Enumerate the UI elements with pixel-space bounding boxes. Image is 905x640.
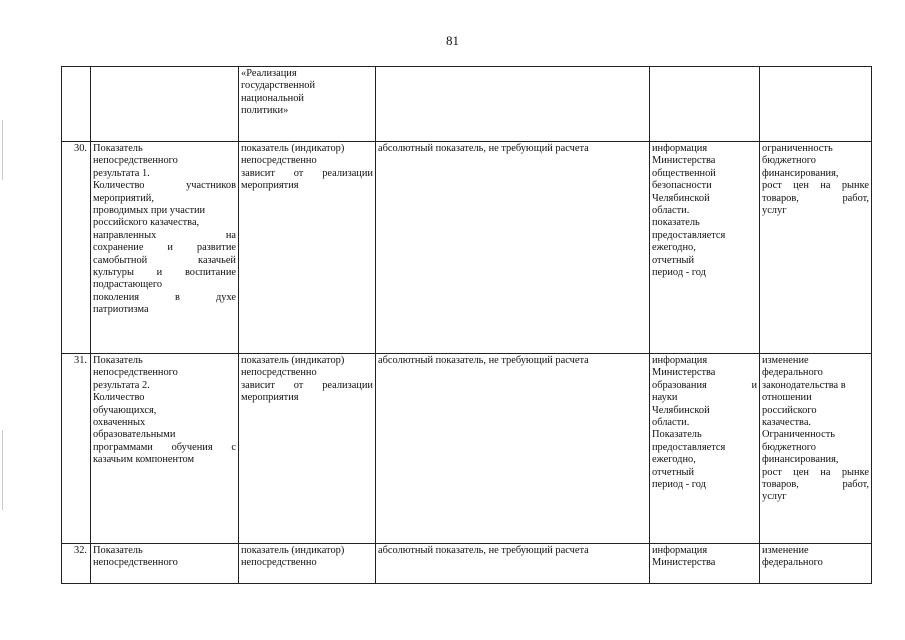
cell-text-line: культуры и воспитание <box>93 267 236 279</box>
source-cell <box>650 142 760 354</box>
cell-text-line: отчетный <box>652 466 695 478</box>
cell-text-line: абсолютный показатель, не требующий расчета <box>378 545 589 556</box>
type-cell <box>239 142 376 354</box>
table-row <box>62 67 872 142</box>
method-cell <box>376 354 650 544</box>
risks-cell <box>760 544 872 584</box>
indicators-table <box>61 66 872 584</box>
table-row <box>62 544 872 584</box>
cell-text-line: результата 1. <box>93 167 150 179</box>
cell-text-line: бюджетного <box>762 155 816 167</box>
name-cell <box>91 142 239 354</box>
cell-text-line: Министерства <box>652 367 716 379</box>
name-cell <box>91 544 239 584</box>
type-cell <box>239 67 376 142</box>
cell-text-line: мероприятий, <box>93 192 154 204</box>
risks-cell <box>760 142 872 354</box>
cell-text-line: патриотизма <box>93 304 149 316</box>
cell-text-line: непосредственного <box>93 557 178 569</box>
source-cell <box>650 67 760 142</box>
type-cell <box>239 544 376 584</box>
source-cell <box>650 354 760 544</box>
cell-text-line: казачьим компонентом <box>93 454 195 466</box>
cell-text-line: Количество участников <box>93 180 236 192</box>
cell-text-line: науки <box>652 392 678 404</box>
cell-text-line: поколения в духе <box>93 291 236 303</box>
cell-text-line: казачества. <box>762 417 812 429</box>
cell-text-line: зависит от реализации <box>241 167 373 179</box>
cell-text-line: ограниченность <box>762 143 833 154</box>
cell-text-line: информация <box>652 355 708 366</box>
cell-text-line: безопасности <box>652 180 712 192</box>
cell-text-line: Показатель <box>652 429 702 441</box>
cell-text-line: информация <box>652 545 708 556</box>
cell-text-line: общественной <box>652 167 716 179</box>
cell-text-line: национальной <box>241 92 304 104</box>
cell-text-line: предоставляется <box>652 229 726 241</box>
cell-text-line: обучающихся, <box>93 404 157 416</box>
cell-text-line: российского казачества, <box>93 217 200 229</box>
cell-text-line: непосредственного <box>93 367 178 379</box>
row-number-cell <box>62 67 91 142</box>
method-cell <box>376 67 650 142</box>
name-cell <box>91 67 239 142</box>
cell-text-line: показатель (индикатор) <box>241 545 345 556</box>
row-number-cell: 30. <box>62 142 91 354</box>
cell-text-line: Министерства <box>652 557 716 569</box>
cell-text-line: ежегодно, <box>652 242 696 254</box>
cell-text-line: изменение <box>762 545 809 556</box>
cell-text-line: зависит от реализации <box>241 379 373 391</box>
risks-cell <box>760 354 872 544</box>
cell-text-line: охваченных <box>93 417 146 429</box>
cell-text-line: области. <box>652 205 690 217</box>
source-cell <box>650 544 760 584</box>
cell-text-line: направленных на <box>93 229 236 241</box>
method-cell <box>376 544 650 584</box>
cell-text-line: финансирования, <box>762 454 839 466</box>
cell-text-line: непосредственно <box>241 155 317 167</box>
cell-text-line: бюджетного <box>762 441 816 453</box>
cell-text-line: результата 2. <box>93 379 150 391</box>
cell-text-line: услуг <box>762 205 787 217</box>
cell-text-line: «Реализация <box>241 68 297 79</box>
cell-text-line: Количество <box>93 392 145 404</box>
cell-text-line: товаров, работ, <box>762 192 869 204</box>
cell-text-line: отчетный <box>652 254 695 266</box>
row-number-cell: 31. <box>62 354 91 544</box>
cell-text-line: самобытной казачьей <box>93 254 236 266</box>
cell-text-line: законодательства в <box>762 379 846 391</box>
method-cell <box>376 142 650 354</box>
row-number-cell: 32. <box>62 544 91 584</box>
cell-text-line: изменение <box>762 355 809 366</box>
cell-text-line: непосредственно <box>241 557 317 569</box>
cell-text-line: государственной <box>241 80 316 92</box>
risks-cell <box>760 67 872 142</box>
scan-edge-mark <box>2 430 3 510</box>
cell-text-line: рост цен на рынке <box>762 466 869 478</box>
cell-text-line: федерального <box>762 557 823 569</box>
cell-text-line: российского <box>762 404 817 416</box>
cell-text-line: мероприятия <box>241 392 299 404</box>
cell-text-line: программами обучения с <box>93 441 236 453</box>
cell-text-line: период - год <box>652 479 706 491</box>
cell-text-line: непосредственного <box>93 155 178 167</box>
cell-text-line: Челябинской <box>652 404 710 416</box>
cell-text-line: образовательными <box>93 429 176 441</box>
cell-text-line: предоставляется <box>652 441 726 453</box>
cell-text-line: услуг <box>762 491 787 503</box>
cell-text-line: показатель <box>652 217 700 229</box>
table-row <box>62 142 872 354</box>
cell-text-line: Челябинской <box>652 192 710 204</box>
cell-text-line: показатель (индикатор) <box>241 355 345 366</box>
page-number: 81 <box>446 33 459 48</box>
cell-text-line: области. <box>652 417 690 429</box>
cell-text-line: абсолютный показатель, не требующий расчета <box>378 355 589 366</box>
cell-text-line: абсолютный показатель, не требующий расчета <box>378 143 589 154</box>
cell-text-line: рост цен на рынке <box>762 180 869 192</box>
cell-text-line: Министерства <box>652 155 716 167</box>
cell-text-line: ежегодно, <box>652 454 696 466</box>
cell-text-line: подрастающего <box>93 279 163 291</box>
cell-text-line: политики» <box>241 105 289 117</box>
cell-text-line: мероприятия <box>241 180 299 192</box>
cell-text-line: показатель (индикатор) <box>241 143 345 154</box>
cell-text-line: период - год <box>652 267 706 279</box>
table-row <box>62 354 872 544</box>
cell-text-line: товаров, работ, <box>762 479 869 491</box>
type-cell <box>239 354 376 544</box>
cell-text-line: непосредственно <box>241 367 317 379</box>
cell-text-line: проводимых при участии <box>93 205 206 217</box>
cell-text-line: отношении <box>762 392 812 404</box>
cell-text-line: финансирования, <box>762 167 839 179</box>
cell-text-line: информация <box>652 143 708 154</box>
cell-text-line: сохранение и развитие <box>93 242 236 254</box>
cell-text-line: федерального <box>762 367 823 379</box>
cell-text-line: Ограниченность <box>762 429 835 441</box>
cell-text-line: образования и <box>652 379 757 391</box>
scan-edge-mark <box>2 120 3 180</box>
cell-text-line: Показатель <box>93 355 143 366</box>
cell-text-line: Показатель <box>93 545 143 556</box>
cell-text-line: Показатель <box>93 143 143 154</box>
name-cell <box>91 354 239 544</box>
